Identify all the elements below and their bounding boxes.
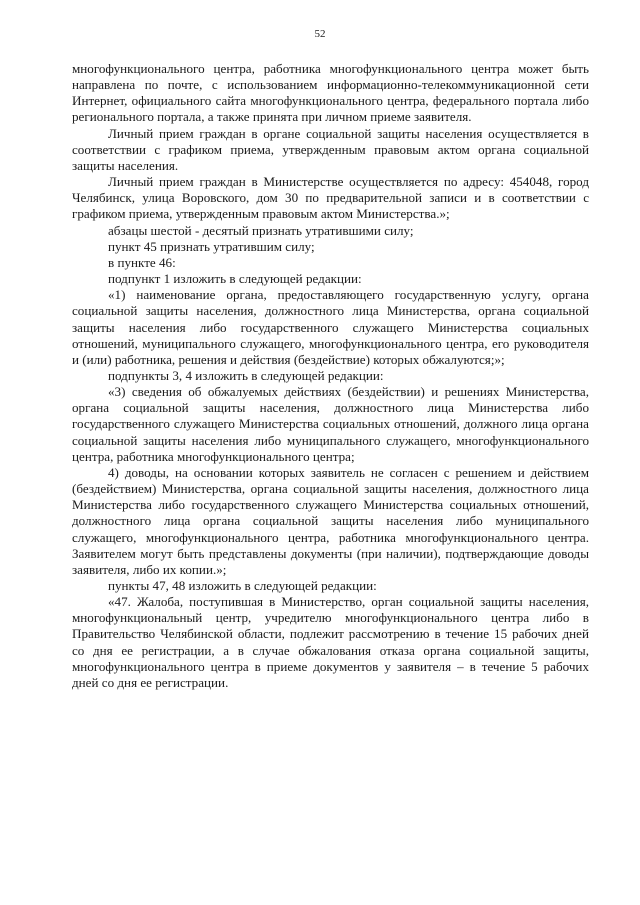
paragraph: подпункт 1 изложить в следующей редакции: bbox=[108, 271, 362, 287]
paragraph: «1) наименование органа, предоставляющего государственную услугу, органа социальной защиты населения, должностного лица Министерства, органа социальной защиты населения либо государственного служащего Министерства социальных отношений, муниципального служащего, многофункционального центра, его руководителя и (или) работника, решения и действия (бездействие) которых обжалуются;»; bbox=[72, 287, 589, 367]
paragraph: Личный прием граждан в органе социальной защиты населения осуществляется в соответствии с графиком приема, утвержденным правовым актом органа социальной защиты населения. bbox=[72, 125, 589, 173]
paragraph: многофункционального центра, работника многофункционального центра может быть направлена по почте, с использованием информационно-телекоммуникационной сети Интернет, официального сайта многофункционального центра, федерального портала либо регионального портала, а также принята при личном приеме заявителя. bbox=[72, 61, 589, 125]
document-body bbox=[72, 61, 589, 691]
paragraph: Личный прием граждан в Министерстве осуществляется по адресу: 454048, город Челябинск, улица Воровского, дом 30 по предварительной записи и в соответствии с графиком приема, утвержденным правовым актом Министерства.»; bbox=[72, 174, 589, 222]
paragraph: в пункте 46: bbox=[108, 254, 176, 270]
paragraph: абзацы шестой - десятый признать утратившими силу; bbox=[108, 222, 414, 238]
paragraph: пункт 45 признать утратившим силу; bbox=[108, 238, 315, 254]
paragraph: 4) доводы, на основании которых заявитель не согласен с решением и действием (бездействием) Министерства, органа социальной защиты населения, должностного лица Министерства либо государственного служащего Министерства социальных отношений, должностного лица органа социальной защиты населения либо муниципального служащего, многофункционального центра, работника многофункционального центра. Заявителем могут быть представлены документы (при наличии), подтверждающие доводы заявителя, либо их копии.»; bbox=[72, 464, 589, 577]
page-number: 52 bbox=[314, 28, 326, 40]
paragraph: пункты 47, 48 изложить в следующей редакции: bbox=[108, 578, 377, 593]
paragraph: «3) сведения об обжалуемых действиях (бездействии) и решениях Министерства, органа социальной защиты населения, должностного лица Министерства либо государственного служащего Министерства социальных отношений, должного лица органа социальной защиты населения либо муниципального служащего, многофункционального центра, работника многофункционального центра; bbox=[72, 384, 589, 464]
paragraph: «47. Жалоба, поступившая в Министерство, орган социальной защиты населения, многофункциональный центр, учредителю многофункционального центра либо в Правительство Челябинской области, подлежит рассмотрению в течение 15 рабочих дней со дня ее регистрации, а в случае обжалования отказа органа социальной защиты, многофункционального центра в приеме документов у заявителя – в течение 5 рабочих дней со дня ее регистрации. bbox=[72, 594, 589, 690]
paragraph: подпункты 3, 4 изложить в следующей редакции: bbox=[108, 367, 384, 383]
